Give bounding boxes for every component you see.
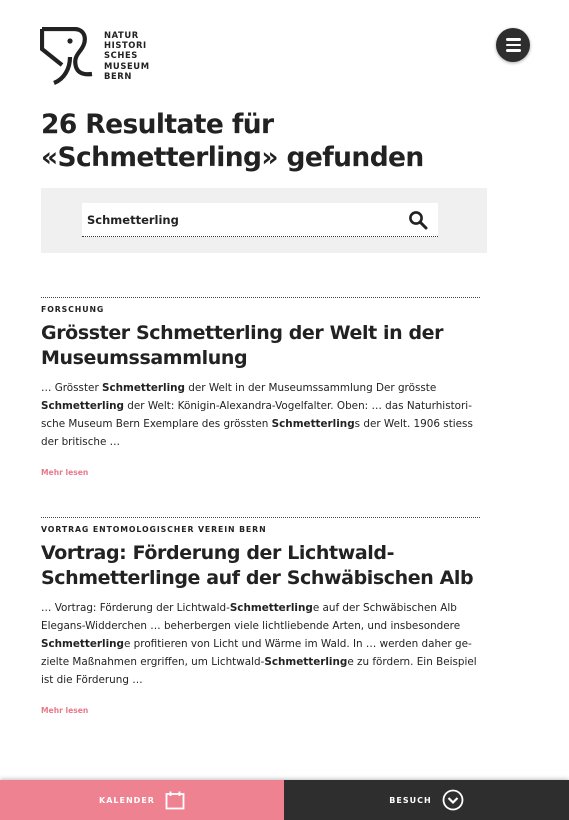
read-more-link[interactable]: Mehr lesen xyxy=(41,468,89,477)
search-field xyxy=(82,203,438,237)
menu-button[interactable] xyxy=(496,28,530,62)
excerpt-text: e zu fördern. Ein Beispiel ist die Förderung … xyxy=(41,656,477,686)
excerpt-text: e profitieren von Licht und Wärme im Wald. In … werden daher gezielte Maßnahmen ergriffen, um Lichtwald- xyxy=(41,638,472,668)
visit-button-label: BESUCH xyxy=(389,795,432,805)
result-title xyxy=(41,541,480,590)
result-excerpt xyxy=(41,599,480,689)
logo-line: NATUR xyxy=(104,30,139,40)
calendar-button[interactable] xyxy=(0,780,284,820)
excerpt-text: der Welt in der Museumssammlung Der grösste xyxy=(185,382,437,394)
excerpt-text: der Welt: Königin-Alexandra-Vogelfalter. Oben: … das Naturhistorische Museum Bern Exemplare des grössten xyxy=(41,400,472,430)
logo-line: HISTORI xyxy=(104,40,147,51)
search-result xyxy=(41,297,480,477)
excerpt-text: … Vortrag: Förderung der Lichtwald- xyxy=(41,602,230,614)
page-title: 26 Resultate für «Schmetterling» gefunden xyxy=(41,109,424,173)
highlighted-term: Schmetterling xyxy=(271,418,355,430)
logo-line: BERN xyxy=(104,70,132,81)
highlighted-term: Schmetterling xyxy=(264,656,348,668)
visit-button[interactable] xyxy=(284,780,569,820)
result-divider xyxy=(41,297,480,298)
hamburger-icon xyxy=(506,38,521,41)
search-result xyxy=(41,517,480,715)
logo-wordmark xyxy=(104,30,150,81)
excerpt-text: s der Welt. 1906 stiess der britische … xyxy=(41,418,473,448)
result-category: FORSCHUNG xyxy=(41,305,105,314)
result-title-link[interactable]: Grösster Schmetterling der Welt in der Museumssammlung xyxy=(41,322,444,369)
result-title-link[interactable]: Vortrag: Förderung der Lichtwald-Schmetterlinge auf der Schwäbischen Alb xyxy=(41,542,474,589)
result-excerpt xyxy=(41,379,480,451)
search-panel xyxy=(41,188,487,253)
result-category: VORTRAG ENTOMOLOGISCHER VEREIN BERN xyxy=(41,525,267,534)
hamburger-icon xyxy=(506,49,521,52)
search-input[interactable] xyxy=(87,203,387,236)
hamburger-icon xyxy=(506,44,521,47)
logo-line: SCHES xyxy=(104,50,138,61)
result-title xyxy=(41,321,480,370)
result-divider xyxy=(41,517,480,518)
read-more-link[interactable]: Mehr lesen xyxy=(41,706,89,715)
logo-line: MUSEUM xyxy=(104,60,150,71)
calendar-button-label: KALENDER xyxy=(99,795,155,805)
excerpt-text: … Grösster xyxy=(41,382,103,394)
search-icon[interactable] xyxy=(408,210,428,230)
chevron-down-circle-icon xyxy=(442,789,464,811)
excerpt-text: e auf der Schwäbischen Alb Elegans-Widderchen … beherbergen viele lichtliebende Arten, und insbesondere xyxy=(41,602,461,632)
highlighted-term: Schmetterling xyxy=(229,602,313,614)
elephant-logo-icon xyxy=(40,27,96,85)
highlighted-term: Schmetterling xyxy=(41,638,124,650)
museum-logo[interactable] xyxy=(40,27,150,85)
calendar-icon xyxy=(165,791,185,810)
highlighted-term: Schmetterling xyxy=(41,400,124,412)
bottom-navigation xyxy=(0,780,569,820)
highlighted-term: Schmetterling xyxy=(102,382,185,394)
